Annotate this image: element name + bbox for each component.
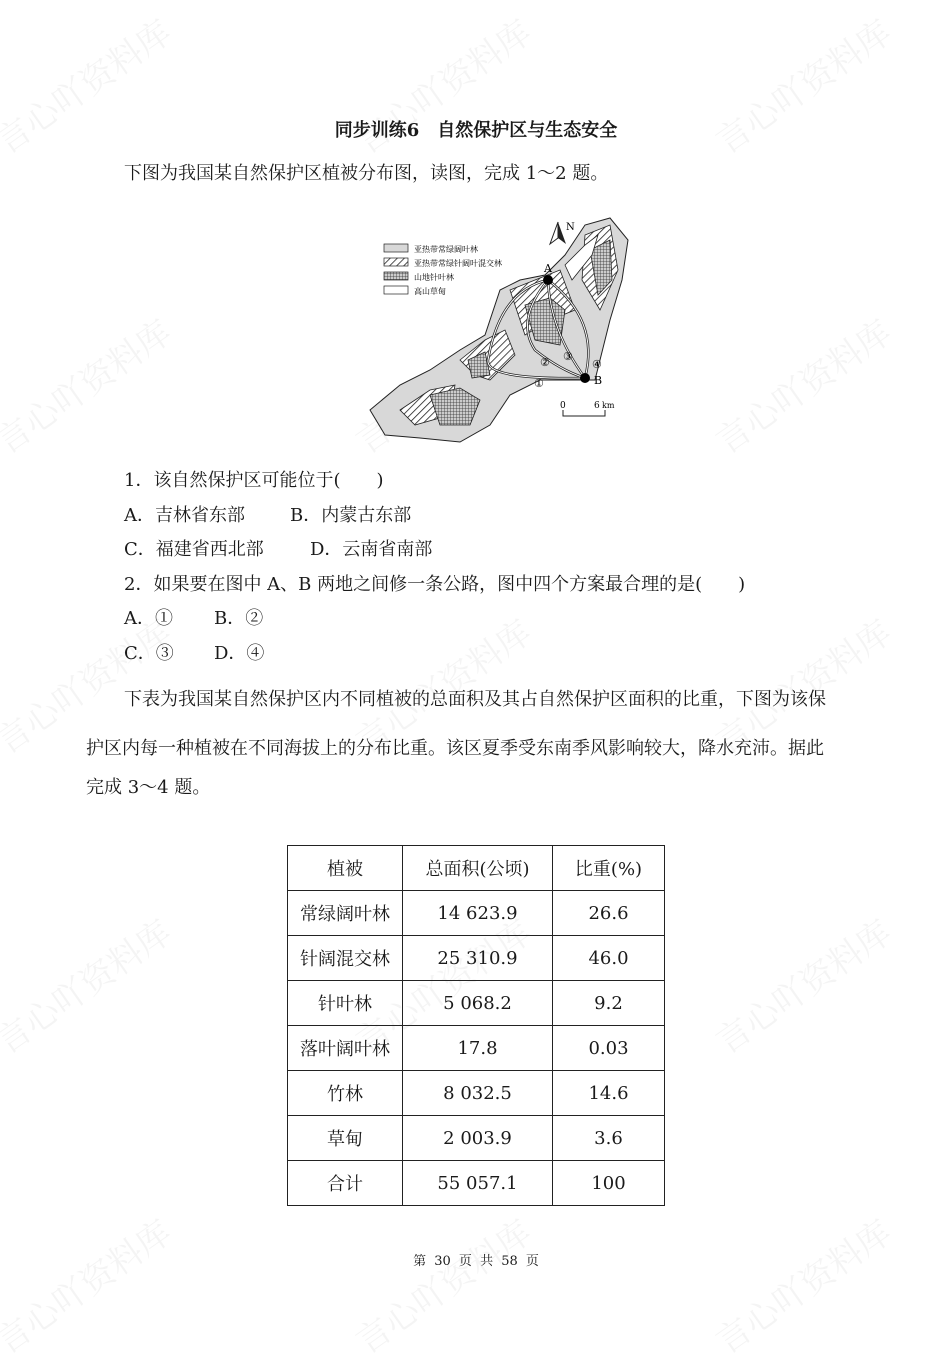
q1-option-d: D．云南省南部 [310, 539, 433, 560]
table-row [288, 981, 665, 1026]
page-footer: 第 30 页 共 58 页 [413, 1254, 539, 1269]
scale-unit: km [602, 401, 615, 410]
table-cell: 25 310.9 [403, 936, 553, 981]
question-1-stem: 1．该自然保护区可能位于( ) [124, 470, 384, 491]
q1-option-b: B．内蒙古东部 [290, 505, 412, 526]
q1-option-a: A．吉林省东部 [124, 505, 245, 526]
table-row [288, 891, 665, 936]
north-arrow-icon [550, 222, 566, 244]
legend-meadow: 高山草甸 [414, 287, 446, 296]
page-title: 同步训练6 自然保护区与生态安全 [334, 120, 618, 141]
point-b-marker [580, 373, 590, 383]
scale-end: 6 [594, 401, 600, 411]
intro-paragraph-1: 下图为我国某自然保护区植被分布图，读图，完成 1～2 题。 [124, 163, 609, 184]
intro-paragraph-2-line-2: 护区内每一种植被在不同海拔上的分布比重。该区夏季受东南季风影响较大，降水充沛。据此 [86, 738, 824, 759]
table-cell: 0.03 [553, 1026, 665, 1071]
point-b-label: B [594, 374, 603, 387]
header-cell: 比重(%) [553, 846, 665, 891]
header-cell: 植被 [288, 846, 403, 891]
table-cell: 竹林 [288, 1071, 403, 1116]
route-4-label: ④ [592, 358, 602, 371]
table-cell: 5 068.2 [403, 981, 553, 1026]
intro-paragraph-2-line-1: 下表为我国某自然保护区内不同植被的总面积及其占自然保护区面积的比重，下图为该保 [124, 689, 826, 710]
route-3-label: ③ [563, 350, 573, 363]
q2-option-d: D．④ [214, 643, 265, 664]
table-cell: 9.2 [553, 981, 665, 1026]
table-row [288, 1116, 665, 1161]
watermark-text [704, 306, 899, 463]
question-2-stem: 2．如果要在图中 A、B 两地之间修一条公路，图中四个方案最合理的是( ) [124, 574, 746, 595]
table-cell: 针叶林 [288, 981, 403, 1026]
table-cell: 合计 [288, 1161, 403, 1206]
watermark-text [704, 906, 899, 1063]
watermark-text [704, 1206, 899, 1363]
q2-option-c: C．③ [124, 643, 174, 664]
watermark-text [0, 1206, 180, 1363]
legend-conifer: 山地针叶林 [414, 273, 454, 282]
point-a-marker [543, 275, 553, 285]
q1-option-c: C．福建省西北部 [124, 539, 264, 560]
table-cell: 落叶阔叶林 [288, 1026, 403, 1071]
vegetation-table [287, 845, 665, 1206]
table-cell: 55 057.1 [403, 1161, 553, 1206]
table-row [288, 1026, 665, 1071]
q2-option-a: A．① [124, 608, 173, 629]
legend [384, 244, 502, 296]
table-row [288, 1071, 665, 1116]
route-1-label: ① [534, 377, 544, 390]
north-label: N [566, 222, 575, 233]
table-row [288, 936, 665, 981]
watermark-text [0, 306, 180, 463]
table-header-row [288, 846, 665, 891]
table-cell: 2 003.9 [403, 1116, 553, 1161]
table-cell: 17.8 [403, 1026, 553, 1071]
route-2-label: ② [540, 356, 550, 369]
header-cell: 总面积(公顷) [403, 846, 553, 891]
vegetation-map [360, 210, 640, 450]
table-cell: 8 032.5 [403, 1071, 553, 1116]
watermark-text [344, 1206, 539, 1363]
scale-bar [560, 401, 615, 416]
q2-option-b: B．② [214, 608, 264, 629]
table-cell: 3.6 [553, 1116, 665, 1161]
table-cell: 常绿阔叶林 [288, 891, 403, 936]
table-cell: 14.6 [553, 1071, 665, 1116]
point-a-label: A [544, 262, 552, 275]
legend-broadleaf: 亚热带常绿阔叶林 [414, 245, 478, 254]
table-cell: 14 623.9 [403, 891, 553, 936]
table-row [288, 1161, 665, 1206]
scale-start: 0 [560, 401, 566, 411]
table-cell: 46.0 [553, 936, 665, 981]
table-cell: 26.6 [553, 891, 665, 936]
watermark-text [0, 906, 180, 1063]
intro-paragraph-2-line-3: 完成 3～4 题。 [86, 777, 211, 798]
legend-mixed: 亚热带常绿针阔叶混交林 [414, 259, 502, 268]
table-cell: 针阔混交林 [288, 936, 403, 981]
table-cell: 草甸 [288, 1116, 403, 1161]
table-cell: 100 [553, 1161, 665, 1206]
